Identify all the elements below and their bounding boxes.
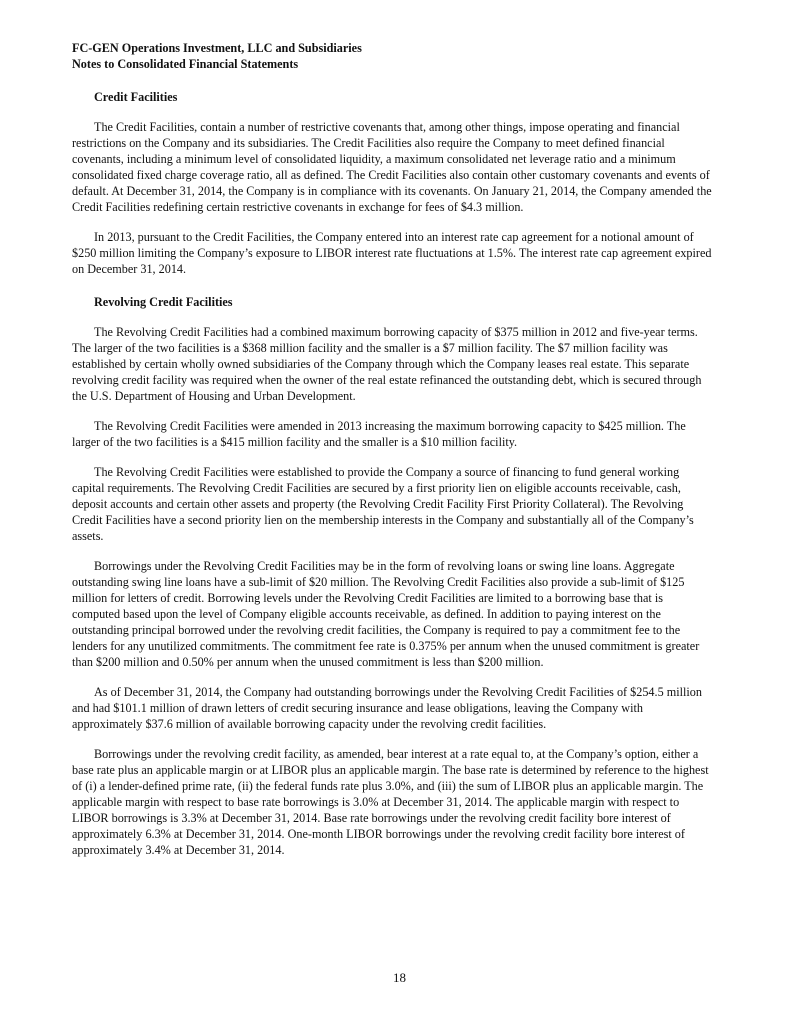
paragraph: The Credit Facilities, contain a number of restrictive covenants that, among other things, impose operating and financial restrictions on the Company and its subsidiaries. The Credit Facilities also require the Company to meet defined financial covenants, including a minimum level of consolidated liquidity, a maximum consolidated net leverage ratio and a minimum consolidated fixed charge coverage ratio, all as defined. The Credit Facilities also contain other customary covenants and events of default. At December 31, 2014, the Company is in compliance with its covenants. On January 21, 2014, the Company amended the Credit Facilities redefining certain restrictive covenants in exchange for fees of $4.3 million. (72, 120, 712, 214)
paragraph: In 2013, pursuant to the Credit Facilities, the Company entered into an interest rate cap agreement for a notional amount of $250 million limiting the Company’s exposure to LIBOR interest rate fluctuations at 1.5%. The interest rate cap agreement expired on December 31, 2014. (72, 230, 712, 276)
document-page (72, 40, 712, 858)
paragraph: The Revolving Credit Facilities had a combined maximum borrowing capacity of $375 million in 2012 and five-year terms. The larger of the two facilities is a $368 million facility and the smaller is a $7 million facility. The $7 million facility was established by certain wholly owned subsidiaries of the Company through which the Company leases real estate. This separate revolving credit facility was required when the owner of the real estate refinanced the outstanding debt, which is secured through the U.S. Department of Housing and Urban Development. (72, 325, 702, 403)
company-name: FC-GEN Operations Investment, LLC and Subsidiaries (72, 41, 362, 55)
page-number: 18 (393, 970, 406, 985)
section-heading-credit-facilities: Credit Facilities (94, 90, 178, 104)
section-heading-revolving-credit-facilities: Revolving Credit Facilities (94, 295, 233, 309)
paragraph: The Revolving Credit Facilities were established to provide the Company a source of financing to fund general working capital requirements. The Revolving Credit Facilities are secured by a first priority lien on eligible accounts receivable, cash, deposit accounts and certain other assets and property (the Revolving Credit Facility First Priority Collateral). The Revolving Credit Facilities have a second priority lien on the membership interests in the Company and substantially all of the Company’s assets. (72, 465, 694, 543)
document-subtitle: Notes to Consolidated Financial Statements (72, 57, 299, 71)
paragraph: Borrowings under the Revolving Credit Facilities may be in the form of revolving loans or swing line loans. Aggregate outstanding swing line loans have a sub-limit of $20 million. The Revolving Credit Facilities also provide a sub-limit of $125 million for letters of credit. Borrowing levels under the Revolving Credit Facilities are limited to a borrowing base that is computed based upon the level of Company eligible accounts receivable, as defined. In addition to paying interest on the outstanding principal borrowed under the revolving credit facilities, the Company is required to pay a commitment fee to the lenders for any unutilized commitments. The commitment fee rate is 0.375% per annum when the unused commitment is greater than $200 million and 0.50% per annum when the unused commitment is less than $200 million. (72, 559, 700, 669)
paragraph: The Revolving Credit Facilities were amended in 2013 increasing the maximum borrowing capacity to $425 million. The larger of the two facilities is a $415 million facility and the smaller is a $10 million facility. (72, 419, 686, 449)
paragraph: Borrowings under the revolving credit facility, as amended, bear interest at a rate equal to, at the Company’s option, either a base rate plus an applicable margin or at LIBOR plus an applicable margin. The base rate is determined by reference to the highest of (i) a lender-defined prime rate, (ii) the federal funds rate plus 3.0%, and (iii) the sum of LIBOR plus an applicable margin. The applicable margin with respect to base rate borrowings is 3.0% at December 31, 2014. The applicable margin with respect to LIBOR borrowings is 3.3% at December 31, 2014. Base rate borrowings under the revolving credit facility bore interest of approximately 6.3% at December 31, 2014. One-month LIBOR borrowings under the revolving credit facility bore interest of approximately 3.4% at December 31, 2014. (72, 747, 709, 857)
paragraph: As of December 31, 2014, the Company had outstanding borrowings under the Revolving Credit Facilities of $254.5 million and had $101.1 million of drawn letters of credit securing insurance and lease obligations, leaving the Company with approximately $37.6 million of available borrowing capacity under the revolving credit facilities. (72, 685, 702, 731)
